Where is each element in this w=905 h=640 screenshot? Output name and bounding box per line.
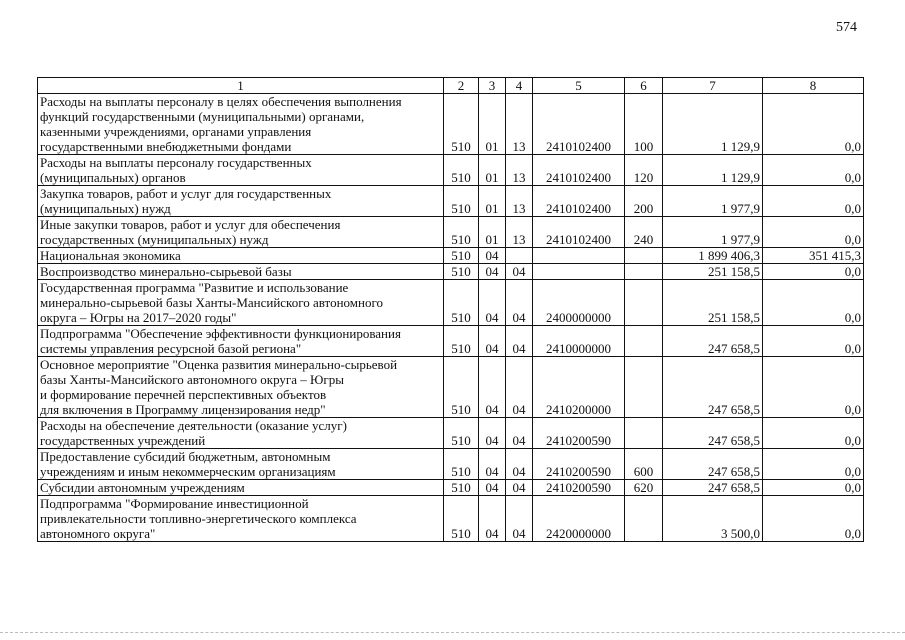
amount-col7-cell: 1 899 406,3 — [663, 248, 763, 264]
table-row — [38, 449, 864, 480]
expense-type-code-cell — [625, 326, 663, 357]
amount-col8-cell: 0,0 — [763, 186, 864, 217]
amount-col8-cell: 351 415,3 — [763, 248, 864, 264]
section-code-cell: 04 — [479, 264, 506, 280]
expense-type-code-cell — [625, 496, 663, 542]
table-row — [38, 155, 864, 186]
expense-type-code-cell — [625, 248, 663, 264]
amount-col8-cell: 0,0 — [763, 326, 864, 357]
target-item-code-cell: 2410000000 — [533, 326, 625, 357]
amount-col7-cell: 247 658,5 — [663, 418, 763, 449]
section-code-cell: 01 — [479, 155, 506, 186]
amount-col8-cell: 0,0 — [763, 94, 864, 155]
admin-code-cell: 510 — [444, 418, 479, 449]
amount-col7-cell: 1 129,9 — [663, 94, 763, 155]
expense-name-cell: Воспроизводство минерально-сырьевой базы — [38, 264, 444, 280]
target-item-code-cell: 2400000000 — [533, 280, 625, 326]
amount-col7-cell: 1 129,9 — [663, 155, 763, 186]
amount-col8-cell: 0,0 — [763, 418, 864, 449]
expense-name-cell: Расходы на выплаты персоналу в целях обеспечения выполнения функций государственными (муниципальными) органами, казенными учреждениями, органами управления государственными внебюджетными фондами — [38, 94, 444, 155]
scan-edge-line — [0, 632, 905, 634]
subsection-code-cell: 13 — [506, 155, 533, 186]
expense-name-cell: Закупка товаров, работ и услуг для государственных (муниципальных) нужд — [38, 186, 444, 217]
table-row — [38, 357, 864, 418]
header-cell-8: 8 — [763, 78, 864, 94]
amount-col7-cell: 1 977,9 — [663, 186, 763, 217]
subsection-code-cell: 13 — [506, 94, 533, 155]
section-code-cell: 04 — [479, 418, 506, 449]
subsection-code-cell: 04 — [506, 264, 533, 280]
admin-code-cell: 510 — [444, 217, 479, 248]
admin-code-cell: 510 — [444, 449, 479, 480]
admin-code-cell: 510 — [444, 357, 479, 418]
table-row — [38, 326, 864, 357]
expense-type-code-cell: 200 — [625, 186, 663, 217]
target-item-code-cell: 2410200590 — [533, 480, 625, 496]
target-item-code-cell: 2410102400 — [533, 186, 625, 217]
section-code-cell: 04 — [479, 357, 506, 418]
table-body — [38, 94, 864, 542]
subsection-code-cell: 04 — [506, 480, 533, 496]
expense-type-code-cell: 120 — [625, 155, 663, 186]
expense-name-cell: Субсидии автономным учреждениям — [38, 480, 444, 496]
target-item-code-cell: 2410200590 — [533, 418, 625, 449]
subsection-code-cell: 13 — [506, 186, 533, 217]
admin-code-cell: 510 — [444, 280, 479, 326]
header-cell-7: 7 — [663, 78, 763, 94]
table-row — [38, 480, 864, 496]
admin-code-cell: 510 — [444, 94, 479, 155]
table-row — [38, 280, 864, 326]
header-row — [38, 78, 864, 94]
table-row — [38, 217, 864, 248]
page-number: 574 — [836, 20, 857, 35]
admin-code-cell: 510 — [444, 248, 479, 264]
expense-type-code-cell — [625, 357, 663, 418]
target-item-code-cell: 2410102400 — [533, 155, 625, 186]
target-item-code-cell: 2410102400 — [533, 94, 625, 155]
table-row — [38, 94, 864, 155]
subsection-code-cell: 04 — [506, 326, 533, 357]
amount-col8-cell: 0,0 — [763, 264, 864, 280]
target-item-code-cell — [533, 264, 625, 280]
expense-name-cell: Предоставление субсидий бюджетным, автономным учреждениям и иным некоммерческим организациям — [38, 449, 444, 480]
subsection-code-cell: 04 — [506, 418, 533, 449]
amount-col8-cell: 0,0 — [763, 496, 864, 542]
table-row — [38, 248, 864, 264]
subsection-code-cell: 13 — [506, 217, 533, 248]
admin-code-cell: 510 — [444, 264, 479, 280]
header-cell-4: 4 — [506, 78, 533, 94]
amount-col7-cell: 247 658,5 — [663, 357, 763, 418]
expense-type-code-cell: 100 — [625, 94, 663, 155]
table-row — [38, 496, 864, 542]
amount-col7-cell: 3 500,0 — [663, 496, 763, 542]
section-code-cell: 04 — [479, 480, 506, 496]
budget-table — [37, 77, 864, 542]
expense-type-code-cell — [625, 418, 663, 449]
amount-col7-cell: 247 658,5 — [663, 449, 763, 480]
amount-col8-cell: 0,0 — [763, 480, 864, 496]
subsection-code-cell: 04 — [506, 357, 533, 418]
table-row — [38, 264, 864, 280]
header-cell-3: 3 — [479, 78, 506, 94]
expense-name-cell: Расходы на выплаты персоналу государственных (муниципальных) органов — [38, 155, 444, 186]
section-code-cell: 04 — [479, 248, 506, 264]
section-code-cell: 04 — [479, 326, 506, 357]
amount-col7-cell: 247 658,5 — [663, 480, 763, 496]
target-item-code-cell: 2420000000 — [533, 496, 625, 542]
subsection-code-cell: 04 — [506, 449, 533, 480]
amount-col8-cell: 0,0 — [763, 280, 864, 326]
amount-col8-cell: 0,0 — [763, 155, 864, 186]
target-item-code-cell: 2410200590 — [533, 449, 625, 480]
expense-type-code-cell: 600 — [625, 449, 663, 480]
header-cell-2: 2 — [444, 78, 479, 94]
amount-col8-cell: 0,0 — [763, 449, 864, 480]
target-item-code-cell: 2410200000 — [533, 357, 625, 418]
section-code-cell: 01 — [479, 186, 506, 217]
section-code-cell: 04 — [479, 496, 506, 542]
expense-name-cell: Подпрограмма "Формирование инвестиционной привлекательности топливно-энергетического комплекса автономного округа" — [38, 496, 444, 542]
expense-name-cell: Подпрограмма "Обеспечение эффективности функционирования системы управления ресурсной базой региона" — [38, 326, 444, 357]
expense-type-code-cell: 620 — [625, 480, 663, 496]
section-code-cell: 01 — [479, 94, 506, 155]
header-cell-1: 1 — [38, 78, 444, 94]
admin-code-cell: 510 — [444, 496, 479, 542]
expense-name-cell: Государственная программа "Развитие и использование минерально-сырьевой базы Ханты-Мансийского автономного округа – Югры на 2017–2020 годы" — [38, 280, 444, 326]
amount-col7-cell: 251 158,5 — [663, 264, 763, 280]
subsection-code-cell: 04 — [506, 280, 533, 326]
table-row — [38, 186, 864, 217]
table-row — [38, 418, 864, 449]
subsection-code-cell: 04 — [506, 496, 533, 542]
target-item-code-cell — [533, 248, 625, 264]
amount-col8-cell: 0,0 — [763, 357, 864, 418]
subsection-code-cell — [506, 248, 533, 264]
admin-code-cell: 510 — [444, 155, 479, 186]
amount-col7-cell: 247 658,5 — [663, 326, 763, 357]
admin-code-cell: 510 — [444, 186, 479, 217]
expense-name-cell: Национальная экономика — [38, 248, 444, 264]
section-code-cell: 04 — [479, 449, 506, 480]
header-cell-6: 6 — [625, 78, 663, 94]
expense-name-cell: Иные закупки товаров, работ и услуг для обеспечения государственных (муниципальных) нужд — [38, 217, 444, 248]
expense-type-code-cell: 240 — [625, 217, 663, 248]
target-item-code-cell: 2410102400 — [533, 217, 625, 248]
amount-col7-cell: 251 158,5 — [663, 280, 763, 326]
header-cell-5: 5 — [533, 78, 625, 94]
admin-code-cell: 510 — [444, 326, 479, 357]
admin-code-cell: 510 — [444, 480, 479, 496]
amount-col8-cell: 0,0 — [763, 217, 864, 248]
expense-type-code-cell — [625, 280, 663, 326]
expense-name-cell: Основное мероприятие "Оценка развития минерально-сырьевой базы Ханты-Мансийского автономного округа – Югры и формирование перечней перспективных объектов для включения в Программу лицензирования недр" — [38, 357, 444, 418]
section-code-cell: 04 — [479, 280, 506, 326]
expense-type-code-cell — [625, 264, 663, 280]
amount-col7-cell: 1 977,9 — [663, 217, 763, 248]
expense-name-cell: Расходы на обеспечение деятельности (оказание услуг) государственных учреждений — [38, 418, 444, 449]
section-code-cell: 01 — [479, 217, 506, 248]
